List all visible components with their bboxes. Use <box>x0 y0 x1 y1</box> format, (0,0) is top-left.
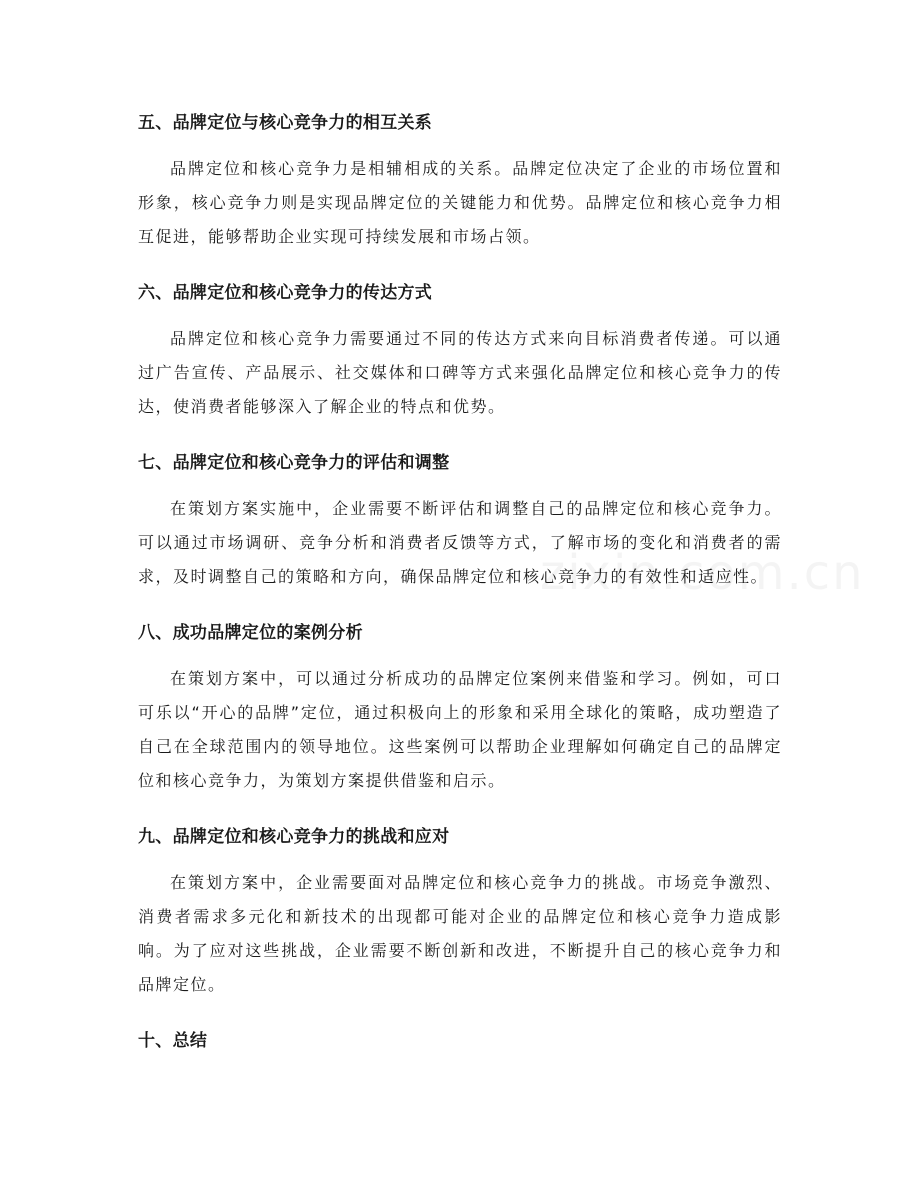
section-heading-5: 五、品牌定位与核心竞争力的相互关系 <box>138 113 433 133</box>
section-heading-6: 六、品牌定位和核心竞争力的传达方式 <box>138 283 433 303</box>
section-body-5: 品牌定位和核心竞争力是相辅相成的关系。品牌定位决定了企业的市场位置和形象，核心竞争力则是实现品牌定位的关键能力和优势。品牌定位和核心竞争力相互促进，能够帮助企业实现可持续发展和市场占领。 <box>138 159 782 246</box>
section-body-6: 品牌定位和核心竞争力需要通过不同的传达方式来向目标消费者传递。可以通过广告宣传、产品展示、社交媒体和口碑等方式来强化品牌定位和核心竞争力的传达，使消费者能够深入了解企业的特点和优势。 <box>138 329 782 416</box>
section-heading-7: 七、品牌定位和核心竞争力的评估和调整 <box>138 453 450 473</box>
section-body-9: 在策划方案中，企业需要面对品牌定位和核心竞争力的挑战。市场竞争激烈、消费者需求多元化和新技术的出现都可能对企业的品牌定位和核心竞争力造成影响。为了应对这些挑战，企业需要不断创新和改进，不断提升自己的核心竞争力和品牌定位。 <box>138 873 782 994</box>
section-heading-9: 九、品牌定位和核心竞争力的挑战和应对 <box>138 827 450 847</box>
section-heading-10: 十、总结 <box>138 1031 208 1051</box>
section-heading-8: 八、成功品牌定位的案例分析 <box>138 623 363 643</box>
watermark <box>540 545 865 601</box>
section-body-8: 在策划方案中，可以通过分析成功的品牌定位案例来借鉴和学习。例如，可口可乐以“开心的品牌”定位，通过积极向上的形象和采用全球化的策略，成功塑造了自己在全球范围内的领导地位。这些案例可以帮助企业理解如何确定自己的品牌定位和核心竞争力，为策划方案提供借鉴和启示。 <box>138 669 782 790</box>
section-body-7: 在策划方案实施中，企业需要不断评估和调整自己的品牌定位和核心竞争力。可以通过市场调研、竞争分析和消费者反馈等方式，了解市场的变化和消费者的需求，及时调整自己的策略和方向，确保品牌定位和核心竞争力的有效性和适应性。 <box>138 499 782 586</box>
